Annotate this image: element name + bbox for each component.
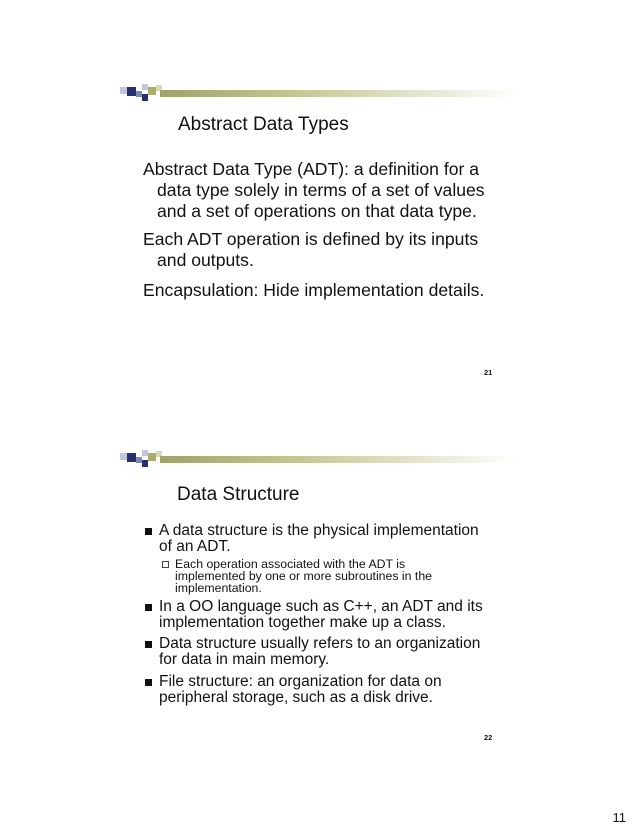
paragraph-line: and outputs. <box>157 250 254 270</box>
bullet-line: implementation together make up a class. <box>159 614 446 631</box>
slide-title: Abstract Data Types <box>178 114 349 135</box>
bullet-item <box>145 599 483 631</box>
square-bullet-icon <box>145 641 152 648</box>
bullet-line: File structure: an organization for data on <box>159 673 442 690</box>
page-number: 11 <box>612 810 626 825</box>
hollow-square-bullet-icon <box>162 561 169 568</box>
slide-header-decoration <box>120 450 520 472</box>
paragraph-adt-operation <box>143 229 478 271</box>
paragraph-encapsulation <box>143 280 484 301</box>
slide-header-decoration <box>120 84 520 106</box>
bullet-line: of an ADT. <box>159 538 231 555</box>
bullet-line: peripheral storage, such as a disk drive. <box>159 689 433 706</box>
paragraph-line: Encapsulation: Hide implementation details. <box>143 280 485 300</box>
square-bullet-icon <box>145 604 152 611</box>
square-bullet-icon <box>145 528 152 535</box>
bullet-item <box>145 674 442 706</box>
paragraph-line: and a set of operations on that data type. <box>157 201 477 221</box>
square-bullet-icon <box>145 679 152 686</box>
bullet-line: A data structure is the physical implementation <box>159 522 479 539</box>
bullet-item <box>145 523 479 555</box>
bullet-line: for data in main memory. <box>159 651 330 668</box>
paragraph-line: data type solely in terms of a set of values <box>157 180 485 200</box>
paragraph-line: Abstract Data Type (ADT): a definition for a <box>143 159 480 179</box>
bullet-line: In a OO language such as C++, an ADT and its <box>159 598 483 615</box>
paragraph-adt-definition <box>143 159 485 222</box>
sub-bullet-line: implementation. <box>175 581 262 595</box>
bullet-item <box>145 636 480 668</box>
slide-21 <box>0 0 638 400</box>
sub-bullet-line: implemented by one or more subroutines in the <box>175 569 433 583</box>
slide-22 <box>0 440 638 770</box>
slide-number: 21 <box>484 368 493 377</box>
paragraph-line: Each ADT operation is defined by its inputs <box>143 229 479 249</box>
sub-bullet-line: Each operation associated with the ADT is <box>175 557 406 571</box>
slide-number: 22 <box>484 733 493 742</box>
slide-title: Data Structure <box>177 484 300 505</box>
sub-bullet-item <box>162 558 432 594</box>
bullet-line: Data structure usually refers to an organization <box>159 635 481 652</box>
